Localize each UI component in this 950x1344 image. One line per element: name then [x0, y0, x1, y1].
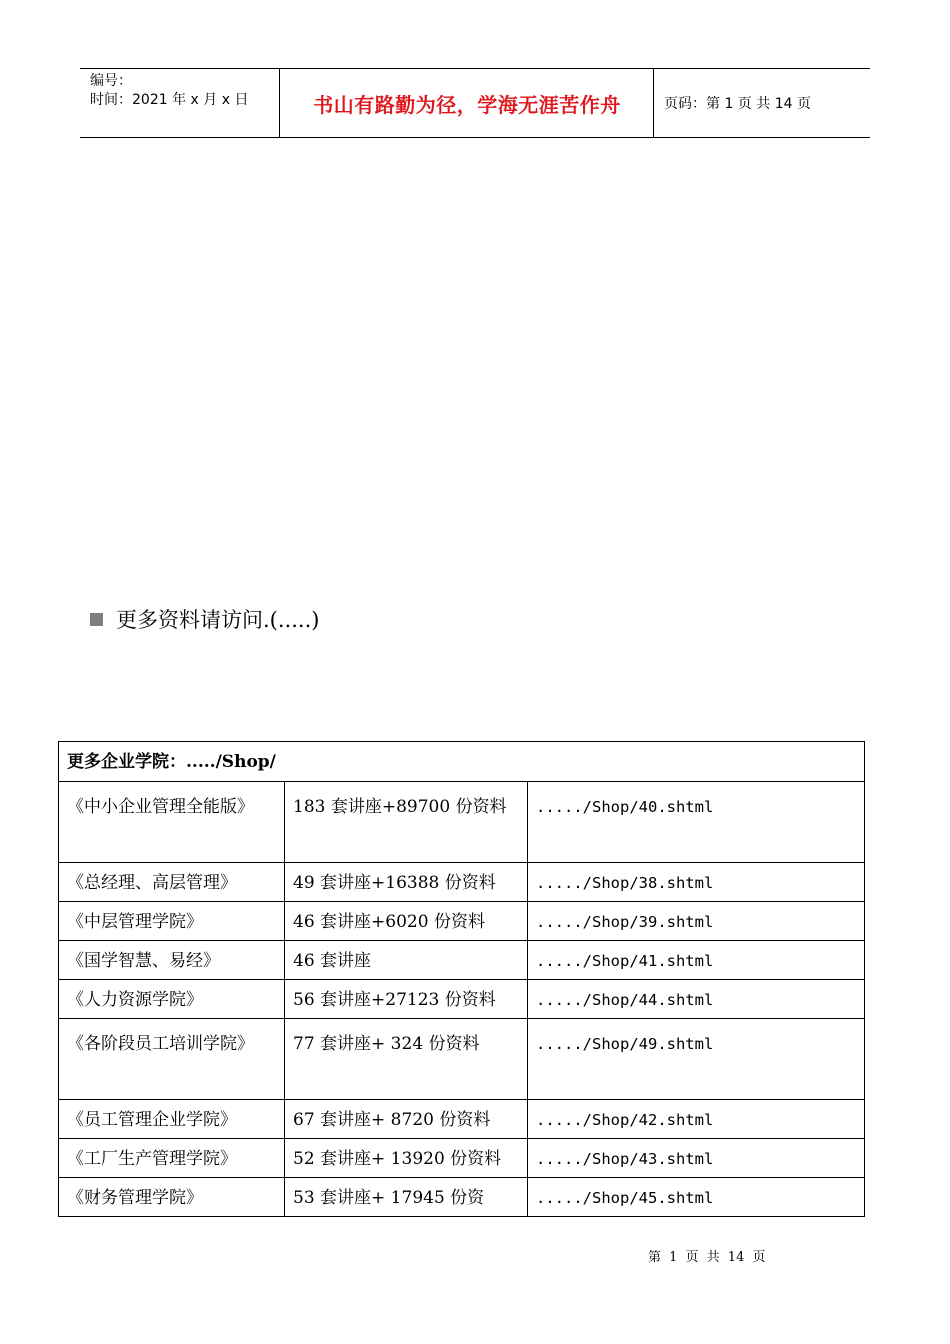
row-name: 《中小企业管理全能版》 [59, 782, 285, 863]
row-link[interactable]: ...../Shop/42.shtml [528, 1100, 865, 1139]
row-name: 《人力资源学院》 [59, 980, 285, 1019]
row-name: 《国学智慧、易经》 [59, 941, 285, 980]
table-row [59, 1139, 865, 1178]
header-motto: 书山有路勤为径，学海无涯苦作舟 [281, 69, 654, 137]
table-header: 更多企业学院：...../Shop/ [59, 742, 865, 782]
table-row [59, 782, 865, 863]
time-label: 时间：2021 年 x 月 x 日 [90, 92, 249, 108]
row-name: 《工厂生产管理学院》 [59, 1139, 285, 1178]
page-header [80, 68, 870, 138]
square-bullet-icon [90, 613, 103, 626]
row-desc: 67 套讲座+ 8720 份资料 [285, 1100, 528, 1139]
table-row [59, 1019, 865, 1100]
row-link[interactable]: ...../Shop/39.shtml [528, 902, 865, 941]
row-desc: 46 套讲座 [285, 941, 528, 980]
row-desc: 77 套讲座+ 324 份资料 [285, 1019, 528, 1100]
row-link[interactable]: ...../Shop/44.shtml [528, 980, 865, 1019]
row-link[interactable]: ...../Shop/38.shtml [528, 863, 865, 902]
table-row [59, 902, 865, 941]
row-link[interactable]: ...../Shop/43.shtml [528, 1139, 865, 1178]
row-desc: 52 套讲座+ 13920 份资料 [285, 1139, 528, 1178]
table-row [59, 1100, 865, 1139]
row-desc: 56 套讲座+27123 份资料 [285, 980, 528, 1019]
table-row [59, 980, 865, 1019]
row-desc: 46 套讲座+6020 份资料 [285, 902, 528, 941]
bullet-text: 更多资料请访问.(.....) [116, 608, 320, 632]
row-desc: 183 套讲座+89700 份资料 [285, 782, 528, 863]
table-row [59, 941, 865, 980]
table-row [59, 863, 865, 902]
header-meta [80, 69, 280, 137]
resource-table [58, 741, 865, 1217]
row-name: 《员工管理企业学院》 [59, 1100, 285, 1139]
row-link[interactable]: ...../Shop/41.shtml [528, 941, 865, 980]
number-label: 编号： [90, 73, 132, 89]
row-name: 《中层管理学院》 [59, 902, 285, 941]
row-link[interactable]: ...../Shop/40.shtml [528, 782, 865, 863]
row-name: 《各阶段员工培训学院》 [59, 1019, 285, 1100]
bullet-line [90, 604, 319, 634]
page-footer: 第 1 页 共 14 页 [648, 1250, 766, 1265]
row-desc: 49 套讲座+16388 份资料 [285, 863, 528, 902]
row-name: 《总经理、高层管理》 [59, 863, 285, 902]
row-link[interactable]: ...../Shop/49.shtml [528, 1019, 865, 1100]
row-name: 《财务管理学院》 [59, 1178, 285, 1217]
table-row [59, 1178, 865, 1217]
row-link[interactable]: ...../Shop/45.shtml [528, 1178, 865, 1217]
row-desc: 53 套讲座+ 17945 份资 [285, 1178, 528, 1217]
header-page-info: 页码：第 1 页 共 14 页 [664, 96, 811, 112]
